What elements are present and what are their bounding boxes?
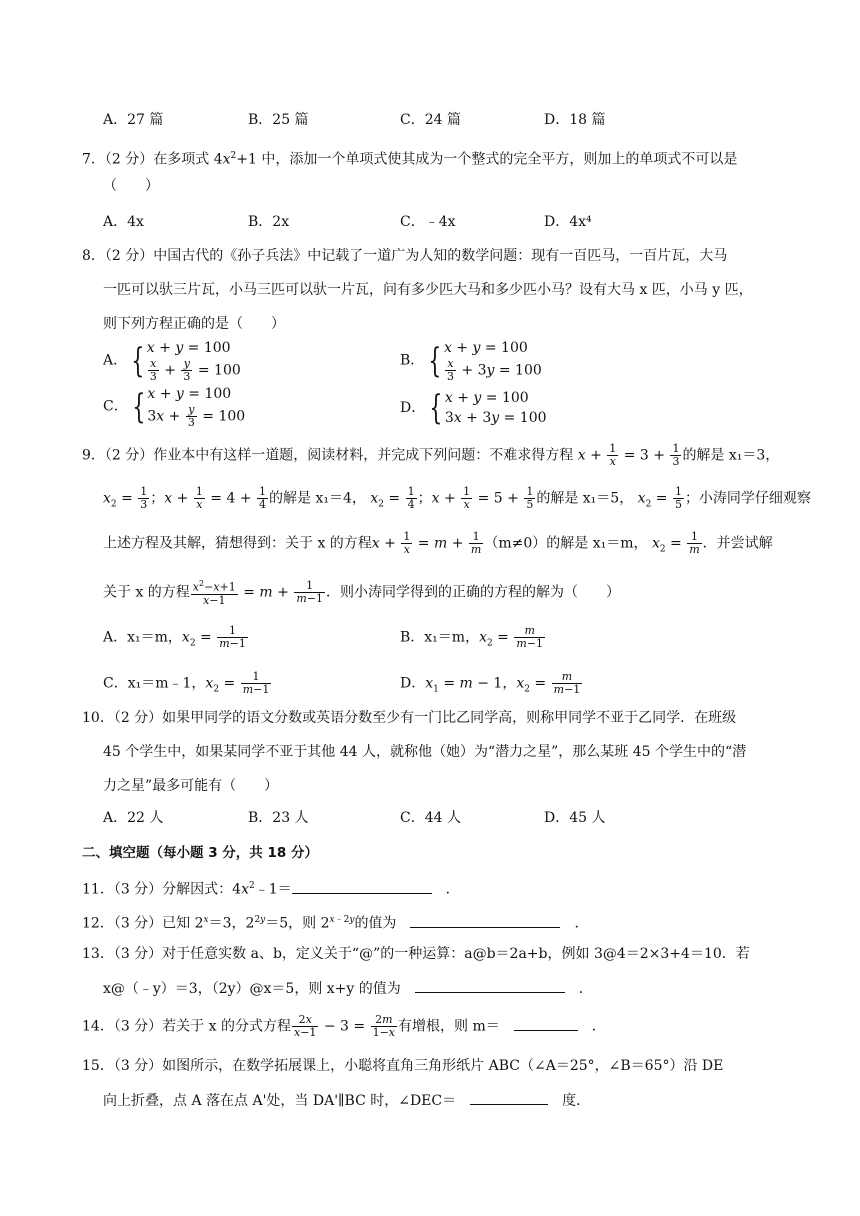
q13-answer-blank[interactable]: [415, 978, 565, 993]
q10-option-c: C．44 人: [400, 810, 461, 826]
q7-option-b: B．2x: [248, 214, 290, 230]
q12-answer-blank[interactable]: [410, 913, 560, 928]
q15-answer-blank[interactable]: [470, 1090, 548, 1105]
q11-answer-blank[interactable]: [292, 879, 432, 894]
section-heading: 二、填空题（每小题 3 分，共 18 分）: [82, 845, 318, 861]
q8-line1: 8．（2 分）中国古代的《孙子兵法》中记载了一道广为人知的数学问题：现有一百匹马，一百片瓦，大马: [82, 248, 728, 264]
q10-option-b: B．23 人: [248, 810, 309, 826]
q10-line3: 力之星”最多可能有（ ）: [103, 778, 279, 794]
q8-option-d: D． { x + y = 100 3x + 3y = 100: [400, 388, 547, 428]
q7-stem: 7．（2 分）在多项式 $4x^2+1$ 中，添加一个单项式使其成为一个整式的完全平方，则加上的单项式不可以是: [82, 151, 738, 168]
q9-option-d: D．$x_1 = m - 1$，$x_2$ = $\frac{m}{m-1}$: [400, 670, 581, 696]
q8-line3: 则下列方程正确的是（ ）: [103, 316, 285, 332]
q9-line3: 上述方程及其解，猜想得到：关于 x 的方程x + $\frac{1}{x}$ = m + $\frac{1}{m}$ （m≠0）的解是 x₁＝m， $x_2$ = $\frac{1}{m}$ ．并尝试解: [103, 530, 773, 556]
q8-option-a: A． { x + y = 100 $\frac{x}{3}$ + $\frac{y}{3}$ = 100: [103, 340, 241, 383]
q6-option-b: B．25 篇: [248, 112, 309, 128]
q9-option-a: A．x₁＝m，$x_2$ = $\frac{1}{m-1}$: [103, 624, 246, 650]
q7-option-c: C．﹣4x: [400, 214, 456, 230]
q9-line4: 关于 x 的方程 $\frac{x^2-x+1}{x-1}$ = m + $\frac{1}{m-1}$ ．则小涛同学得到的正确的方程的解为（ ）: [103, 578, 620, 607]
q10-option-d: D．45 人: [544, 810, 606, 826]
q10-option-a: A．22 人: [103, 810, 164, 826]
q8-option-b: B． { x + y = 100 $\frac{x}{3}$ + 3y = 100: [400, 340, 542, 383]
q10-line2: 45 个学生中，如果某同学不亚于其他 44 人，就称他（她）为“潜力之星”，那么某班 45 个学生中的“潜: [103, 744, 747, 760]
q6-option-c: C．24 篇: [400, 112, 461, 128]
q8-line2: 一匹可以驮三片瓦，小马三匹可以驮一片瓦，问有多少匹大马和多少匹小马？设有大马 x 匹，小马 y 匹，: [103, 282, 753, 298]
q7-option-d: D．4x⁴: [544, 214, 592, 230]
q13-line2: x@（﹣y）＝3，（2y）@x＝5，则 x+y 的值为 ．: [103, 978, 593, 999]
q14-answer-blank[interactable]: [514, 1016, 578, 1031]
q9-line1: 9．（2 分）作业本中有这样一道题，阅读材料，并完成下列问题：不难求得方程 x + $\frac{1}{x}$ = 3 + $\frac{1}{3}$ 的解是 x₁＝3，: [82, 442, 780, 468]
q6-option-a: A．27 篇: [103, 112, 164, 128]
q11-stem: 11．（3 分）分解因式：$4x^2﹣1=$ ．: [82, 876, 460, 900]
q7-paren: （ ）: [103, 178, 159, 194]
q9-option-c: C．x₁＝m﹣1，$x_2$ = $\frac{1}{m-1}$: [103, 670, 270, 696]
q12-stem: 12．（3 分）已知 $2^x=3$，$2^{2y}=5$，则 $2^{x﹣2y}$的值为 ．: [82, 910, 588, 934]
q14-stem: 14．（3 分）若关于 x 的分式方程 $\frac{2x}{x-1}$ − 3 = $\frac{2m}{1-x}$ 有增根，则 m＝ ．: [82, 1013, 606, 1039]
q9-line2: $x_2$ = $\frac{1}{3}$ ；x + $\frac{1}{x}$ = 4 + $\frac{1}{4}$ 的解是 x₁＝4， $x_2$ = $\frac{1}{4}$ ；x + $\frac{1}{x}$ = 5 + $\frac{1}{5}$ 的解是 x₁＝5， $x_2$ = $\frac{1}{5}$ ；小涛同学仔细观察: [103, 485, 811, 511]
q8-option-c: C． { x + y = 100 3x + $\frac{y}{3}$ = 100: [103, 386, 246, 429]
q10-line1: 10．（2 分）如果甲同学的语文分数或英语分数至少有一门比乙同学高，则称甲同学不亚于乙同学．在班级: [82, 710, 737, 726]
q13-line1: 13．（3 分）对于任意实数 a、b，定义关于“@”的一种运算：a@b＝2a+b，例如 3@4＝2×3+4＝10．若: [82, 946, 750, 962]
q15-line2: 向上折叠，点 A 落在点 A'处，当 DA'∥BC 时，∠DEC＝ 度．: [103, 1090, 590, 1111]
q15-line1: 15．（3 分）如图所示，在数学拓展课上，小聪将直角三角形纸片 ABC（∠A＝25°，∠B＝65°）沿 DE: [82, 1058, 724, 1074]
q6-option-d: D．18 篇: [544, 112, 606, 128]
q7-option-a: A．4x: [103, 214, 144, 230]
q9-option-b: B．x₁＝m，$x_2$ = $\frac{m}{m-1}$: [400, 624, 544, 650]
